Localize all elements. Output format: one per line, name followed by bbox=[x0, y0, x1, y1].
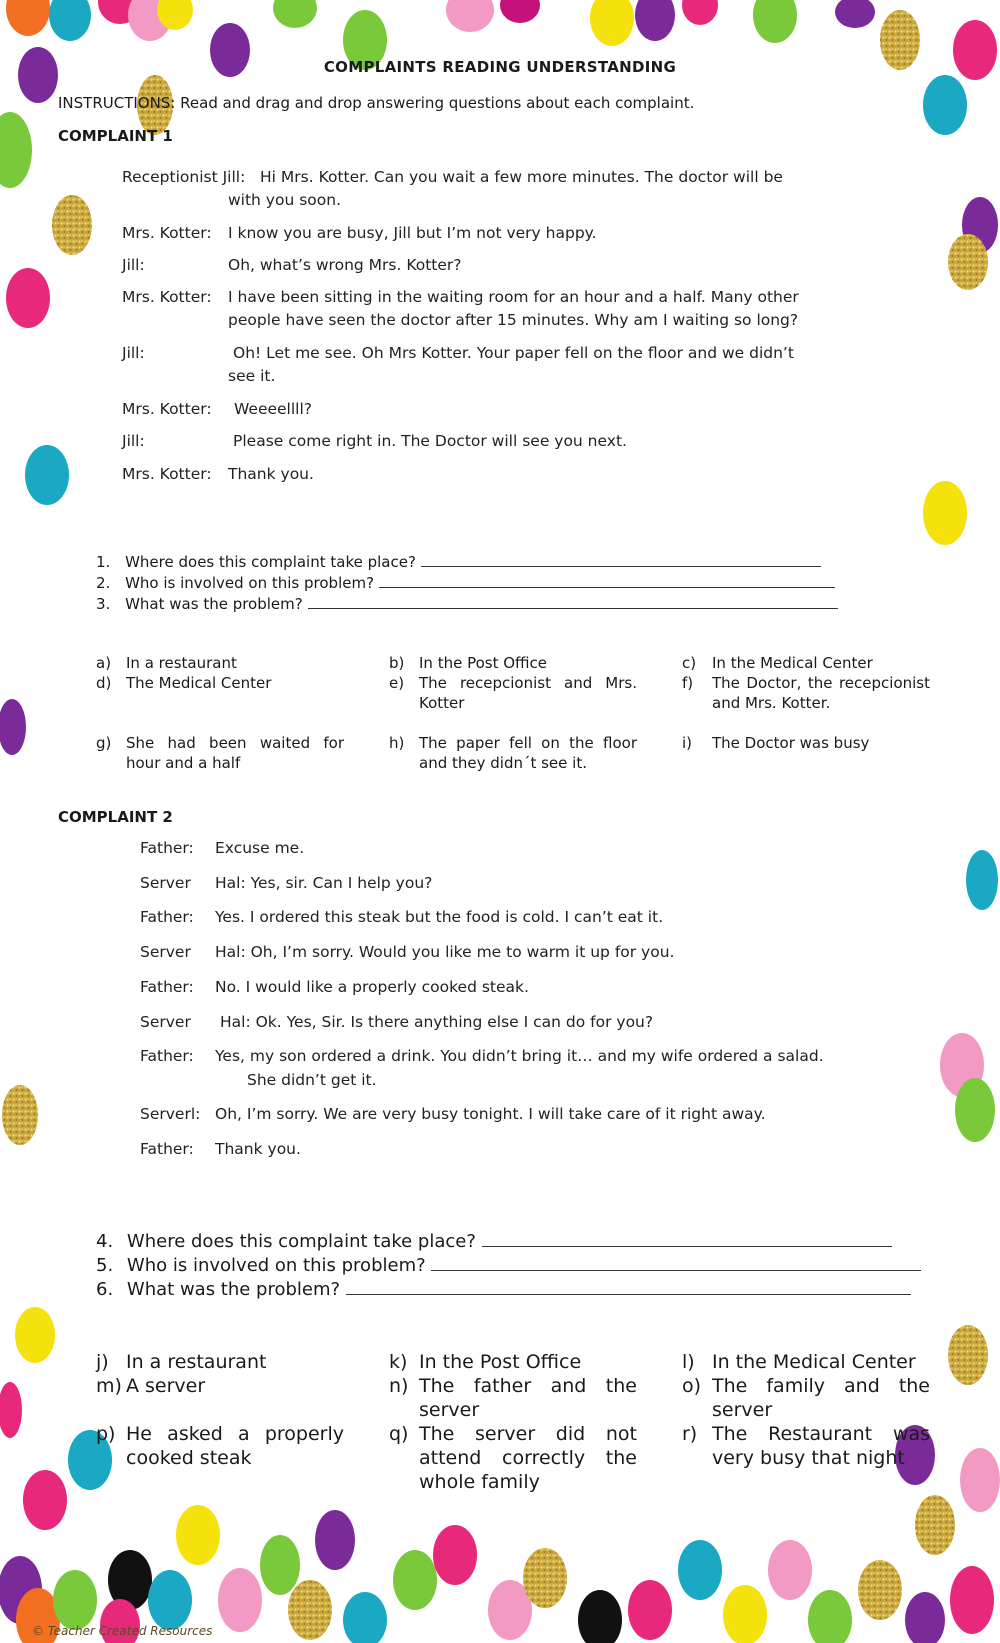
speaker: Mrs. Kotter: bbox=[122, 465, 212, 483]
speaker: Father: bbox=[140, 839, 194, 857]
answer-option[interactable]: n) The father and the server bbox=[389, 1375, 637, 1421]
dialogue-line: Excuse me. bbox=[215, 839, 305, 857]
answer-option[interactable]: p) He asked a properly cooked steak bbox=[96, 1423, 344, 1469]
answer-option[interactable]: g) She had been waited for hour and a half bbox=[96, 734, 344, 772]
dialogue-line: with you soon. bbox=[228, 191, 342, 209]
answer-option[interactable]: k) In the Post Office bbox=[389, 1351, 582, 1373]
dialogue-line: She didn’t get it. bbox=[247, 1071, 377, 1089]
answer-option[interactable]: l) In the Medical Center bbox=[682, 1351, 916, 1373]
question-text: Where does this complaint take place? bbox=[126, 1231, 476, 1252]
question-number: 1. bbox=[96, 553, 111, 571]
speaker: Receptionist Jill: bbox=[122, 168, 246, 186]
dialogue-line: Hal: Ok. Yes, Sir. Is there anything else I can do for you? bbox=[220, 1013, 654, 1031]
answer-option[interactable]: e) The recepcionist and Mrs. Kotter bbox=[389, 674, 637, 712]
complaint-1-heading: COMPLAINT 1 bbox=[58, 127, 173, 145]
speaker: Server bbox=[140, 874, 191, 892]
answer-option[interactable]: o) The family and the server bbox=[682, 1375, 930, 1421]
question-text: What was the problem? bbox=[125, 595, 303, 613]
dialogue-line: I have been sitting in the waiting room for an hour and a half. Many other bbox=[228, 288, 799, 306]
dialogue-line: Hi Mrs. Kotter. Can you wait a few more minutes. The doctor will be bbox=[260, 168, 783, 186]
answer-option[interactable]: a) In a restaurant bbox=[96, 654, 237, 672]
dialogue-line: Thank you. bbox=[228, 465, 314, 483]
dialogue-line: Oh! Let me see. Oh Mrs Kotter. Your paper fell on the floor and we didn’t bbox=[233, 344, 794, 362]
question-text: Where does this complaint take place? bbox=[125, 553, 416, 571]
speaker: Server bbox=[140, 943, 191, 961]
dialogue-line: Oh, I’m sorry. We are very busy tonight. I will take care of it right away. bbox=[215, 1105, 766, 1123]
answer-option[interactable]: i) The Doctor was busy bbox=[682, 734, 870, 752]
answer-option[interactable]: c) In the Medical Center bbox=[682, 654, 873, 672]
answer-option[interactable]: r) The Restaurant was very busy that night bbox=[682, 1423, 930, 1469]
speaker: Mrs. Kotter: bbox=[122, 400, 212, 418]
copyright-credit: © Teacher Created Resources bbox=[32, 1624, 213, 1638]
speaker: Father: bbox=[140, 1140, 194, 1158]
speaker: Mrs. Kotter: bbox=[122, 224, 212, 242]
dialogue-line: Oh, what’s wrong Mrs. Kotter? bbox=[228, 256, 462, 274]
speaker: Serverl: bbox=[140, 1105, 201, 1123]
dialogue-line: Weeeellll? bbox=[234, 400, 313, 418]
question-text: Who is involved on this problem? bbox=[125, 574, 375, 592]
dialogue-line: Hal: Yes, sir. Can I help you? bbox=[215, 874, 433, 892]
answer-option[interactable]: h) The paper fell on the floor and they didn´t see it. bbox=[389, 734, 637, 772]
dialogue-line: Please come right in. The Doctor will see you next. bbox=[233, 432, 627, 450]
speaker: Father: bbox=[140, 908, 194, 926]
dialogue-line: Thank you. bbox=[215, 1140, 301, 1158]
question-number: 4. bbox=[96, 1231, 114, 1252]
dialogue-line: see it. bbox=[228, 367, 276, 385]
question-number: 3. bbox=[96, 595, 111, 613]
answer-option[interactable]: f) The Doctor, the recepcionist and Mrs. Kotter. bbox=[682, 674, 930, 712]
speaker: Jill: bbox=[122, 432, 145, 450]
speaker: Jill: bbox=[122, 256, 145, 274]
answer-option[interactable]: j) In a restaurant bbox=[96, 1351, 267, 1373]
instructions: INSTRUCTIONS: Read and drag and drop answering questions about each complaint. bbox=[58, 94, 695, 112]
speaker: Father: bbox=[140, 978, 194, 996]
speaker: Mrs. Kotter: bbox=[122, 288, 212, 306]
dialogue-line: No. I would like a properly cooked steak. bbox=[215, 978, 529, 996]
question-number: 2. bbox=[96, 574, 111, 592]
speaker: Server bbox=[140, 1013, 191, 1031]
speaker: Jill: bbox=[122, 344, 145, 362]
question-number: 6. bbox=[96, 1279, 114, 1300]
dialogue-line: Hal: Oh, I’m sorry. Would you like me to warm it up for you. bbox=[215, 943, 675, 961]
dialogue-line: people have seen the doctor after 15 minutes. Why am I waiting so long? bbox=[228, 311, 799, 329]
dialogue-line: I know you are busy, Jill but I’m not very happy. bbox=[228, 224, 597, 242]
complaint-2-heading: COMPLAINT 2 bbox=[58, 808, 173, 826]
answer-option[interactable]: q) The server did not attend correctly the whole family bbox=[389, 1423, 637, 1493]
question-text: What was the problem? bbox=[126, 1279, 341, 1300]
answer-option[interactable]: d) The Medical Center bbox=[96, 674, 272, 692]
dialogue-line: Yes, my son ordered a drink. You didn’t bring it… and my wife ordered a salad. bbox=[215, 1047, 824, 1065]
answer-option[interactable]: m) A server bbox=[96, 1375, 206, 1397]
speaker: Father: bbox=[140, 1047, 194, 1065]
page-title: COMPLAINTS READING UNDERSTANDING bbox=[323, 58, 677, 76]
dialogue-line: Yes. I ordered this steak but the food is cold. I can’t eat it. bbox=[215, 908, 664, 926]
answer-option[interactable]: b) In the Post Office bbox=[389, 654, 548, 672]
question-text: Who is involved on this problem? bbox=[126, 1255, 426, 1276]
question-number: 5. bbox=[96, 1255, 114, 1276]
